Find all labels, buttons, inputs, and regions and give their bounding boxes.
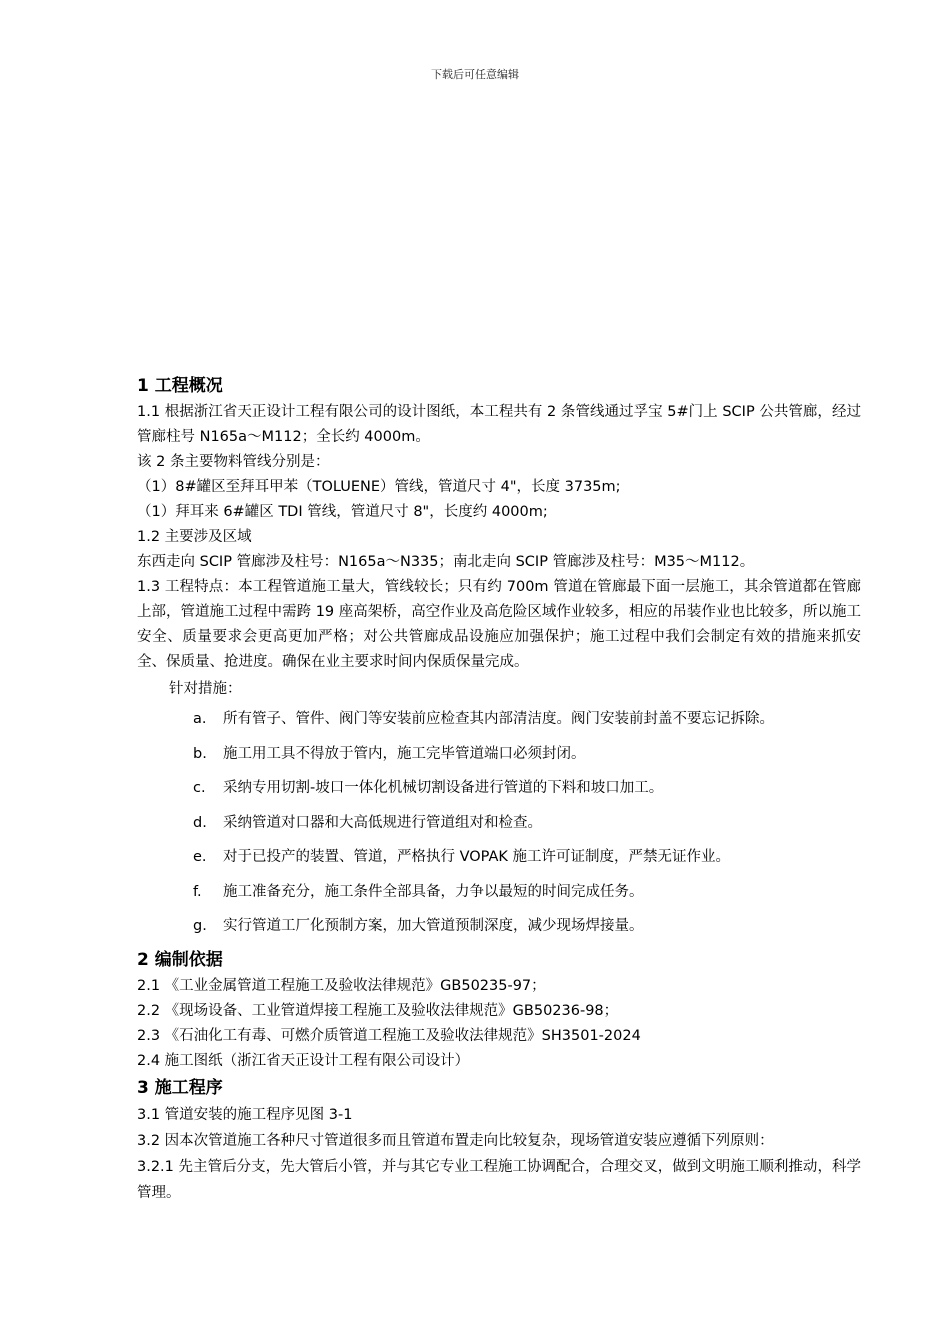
pipeline-line-2: （1）拜耳来 6#罐区 TDI 管线，管道尺寸 8"，长度约 4000m; bbox=[137, 504, 548, 520]
list-marker: f. bbox=[193, 883, 202, 900]
list-marker: a. bbox=[193, 711, 207, 727]
reference-item: 2.1 《工业金属管道工程施工及验收法律规范》GB50235-97； bbox=[137, 977, 546, 994]
reference-item: 2.3 《石油化工有毒、可燃介质管道工程施工及验收法律规范》SH3501-2024 bbox=[137, 1027, 641, 1044]
header-note: 下载后可任意编辑 bbox=[431, 68, 519, 81]
paragraph-3-2-1: 3.2.1 先主管后分支，先大管后小管，并与其它专业工程施工协调配合，合理交叉，做到文明施工顺利推动，科学管理。 bbox=[137, 1158, 861, 1201]
list-text: 对于已投产的装置、管道，严格执行 VOPAK 施工许可证制度，严禁无证作业。 bbox=[223, 849, 731, 865]
list-text: 实行管道工厂化预制方案，加大管道预制深度，减少现场焊接量。 bbox=[223, 918, 644, 934]
reference-item: 2.2 《现场设备、工业管道焊接工程施工及验收法律规范》GB50236-98； bbox=[137, 1002, 619, 1019]
list-text: 施工用工具不得放于管内，施工完毕管道端口必须封闭。 bbox=[223, 745, 586, 762]
list-marker: d. bbox=[193, 814, 207, 831]
pipeline-line-1: （1）8#罐区至拜耳甲苯（TOLUENE）管线，管道尺寸 4"，长度 3735m; bbox=[137, 479, 621, 495]
list-item bbox=[137, 702, 861, 737]
list-text: 所有管子、管件、阀门等安装前应检查其内部清洁度。阀门安装前封盖不要忘记拆除。 bbox=[223, 711, 774, 727]
list-marker: e. bbox=[193, 849, 207, 865]
section-2-heading: 2 编制依据 bbox=[137, 949, 223, 970]
list-item bbox=[137, 771, 861, 806]
section-3-heading: 3 施工程序 bbox=[137, 1077, 223, 1098]
list-item bbox=[137, 840, 861, 875]
list-item bbox=[137, 909, 861, 944]
list-marker: c. bbox=[193, 780, 206, 796]
paragraph-1-3: 1.3 工程特点：本工程管道施工量大，管线较长；只有约 700m 管道在管廊最下面一层施工，其余管道都在管廊上部，管道施工过程中需跨 19 座高架桥，高空作业及高危险区域作业较多，相应的吊装作业也比较多，所以施工安全、质量要求会更高更加严格；对公共管廊成品设施应加强保护；施工过程中我们会制定有效的措施来抓安全、保质量、抢进度。确保在业主要求时间内保质保量完成。 bbox=[137, 579, 861, 670]
list-marker: g. bbox=[193, 918, 207, 934]
measures-title: 针对措施： bbox=[169, 681, 242, 697]
paragraph-1-2b: 东西走向 SCIP 管廊涉及柱号：N165a～N335；南北走向 SCIP 管廊涉及柱号：M35～M112。 bbox=[137, 554, 755, 570]
section-1-heading: 1 工程概况 bbox=[137, 376, 223, 396]
paragraph-1-2: 1.2 主要涉及区域 bbox=[137, 529, 252, 545]
document-body bbox=[137, 372, 861, 1206]
list-text: 采纳管道对口器和大高低规进行管道组对和检查。 bbox=[223, 814, 542, 831]
list-marker: b. bbox=[193, 745, 207, 762]
paragraph-1-1b: 该 2 条主要物料管线分别是： bbox=[137, 454, 330, 470]
measures-list bbox=[137, 702, 861, 944]
paragraph-3-2: 3.2 因本次管道施工各种尺寸管道很多而且管道布置走向比较复杂，现场管道安装应遵循下列原则： bbox=[137, 1132, 774, 1149]
list-item bbox=[137, 875, 861, 910]
paragraph-3-1: 3.1 管道安装的施工程序见图 3-1 bbox=[137, 1106, 353, 1123]
list-item bbox=[137, 737, 861, 772]
list-text: 施工准备充分，施工条件全部具备，力争以最短的时间完成任务。 bbox=[223, 883, 644, 900]
list-item bbox=[137, 806, 861, 841]
paragraph-1-1: 1.1 根据浙江省天正设计工程有限公司的设计图纸，本工程共有 2 条管线通过孚宝 5#门上 SCIP 公共管廊，经过管廊柱号 N165a～M112；全长约 4000m。 bbox=[137, 404, 861, 445]
section-3 bbox=[137, 1074, 861, 1206]
list-text: 采纳专用切割-坡口一体化机械切割设备进行管道的下料和坡口加工。 bbox=[223, 780, 664, 796]
reference-item: 2.4 施工图纸（浙江省天正设计工程有限公司设计） bbox=[137, 1052, 470, 1069]
